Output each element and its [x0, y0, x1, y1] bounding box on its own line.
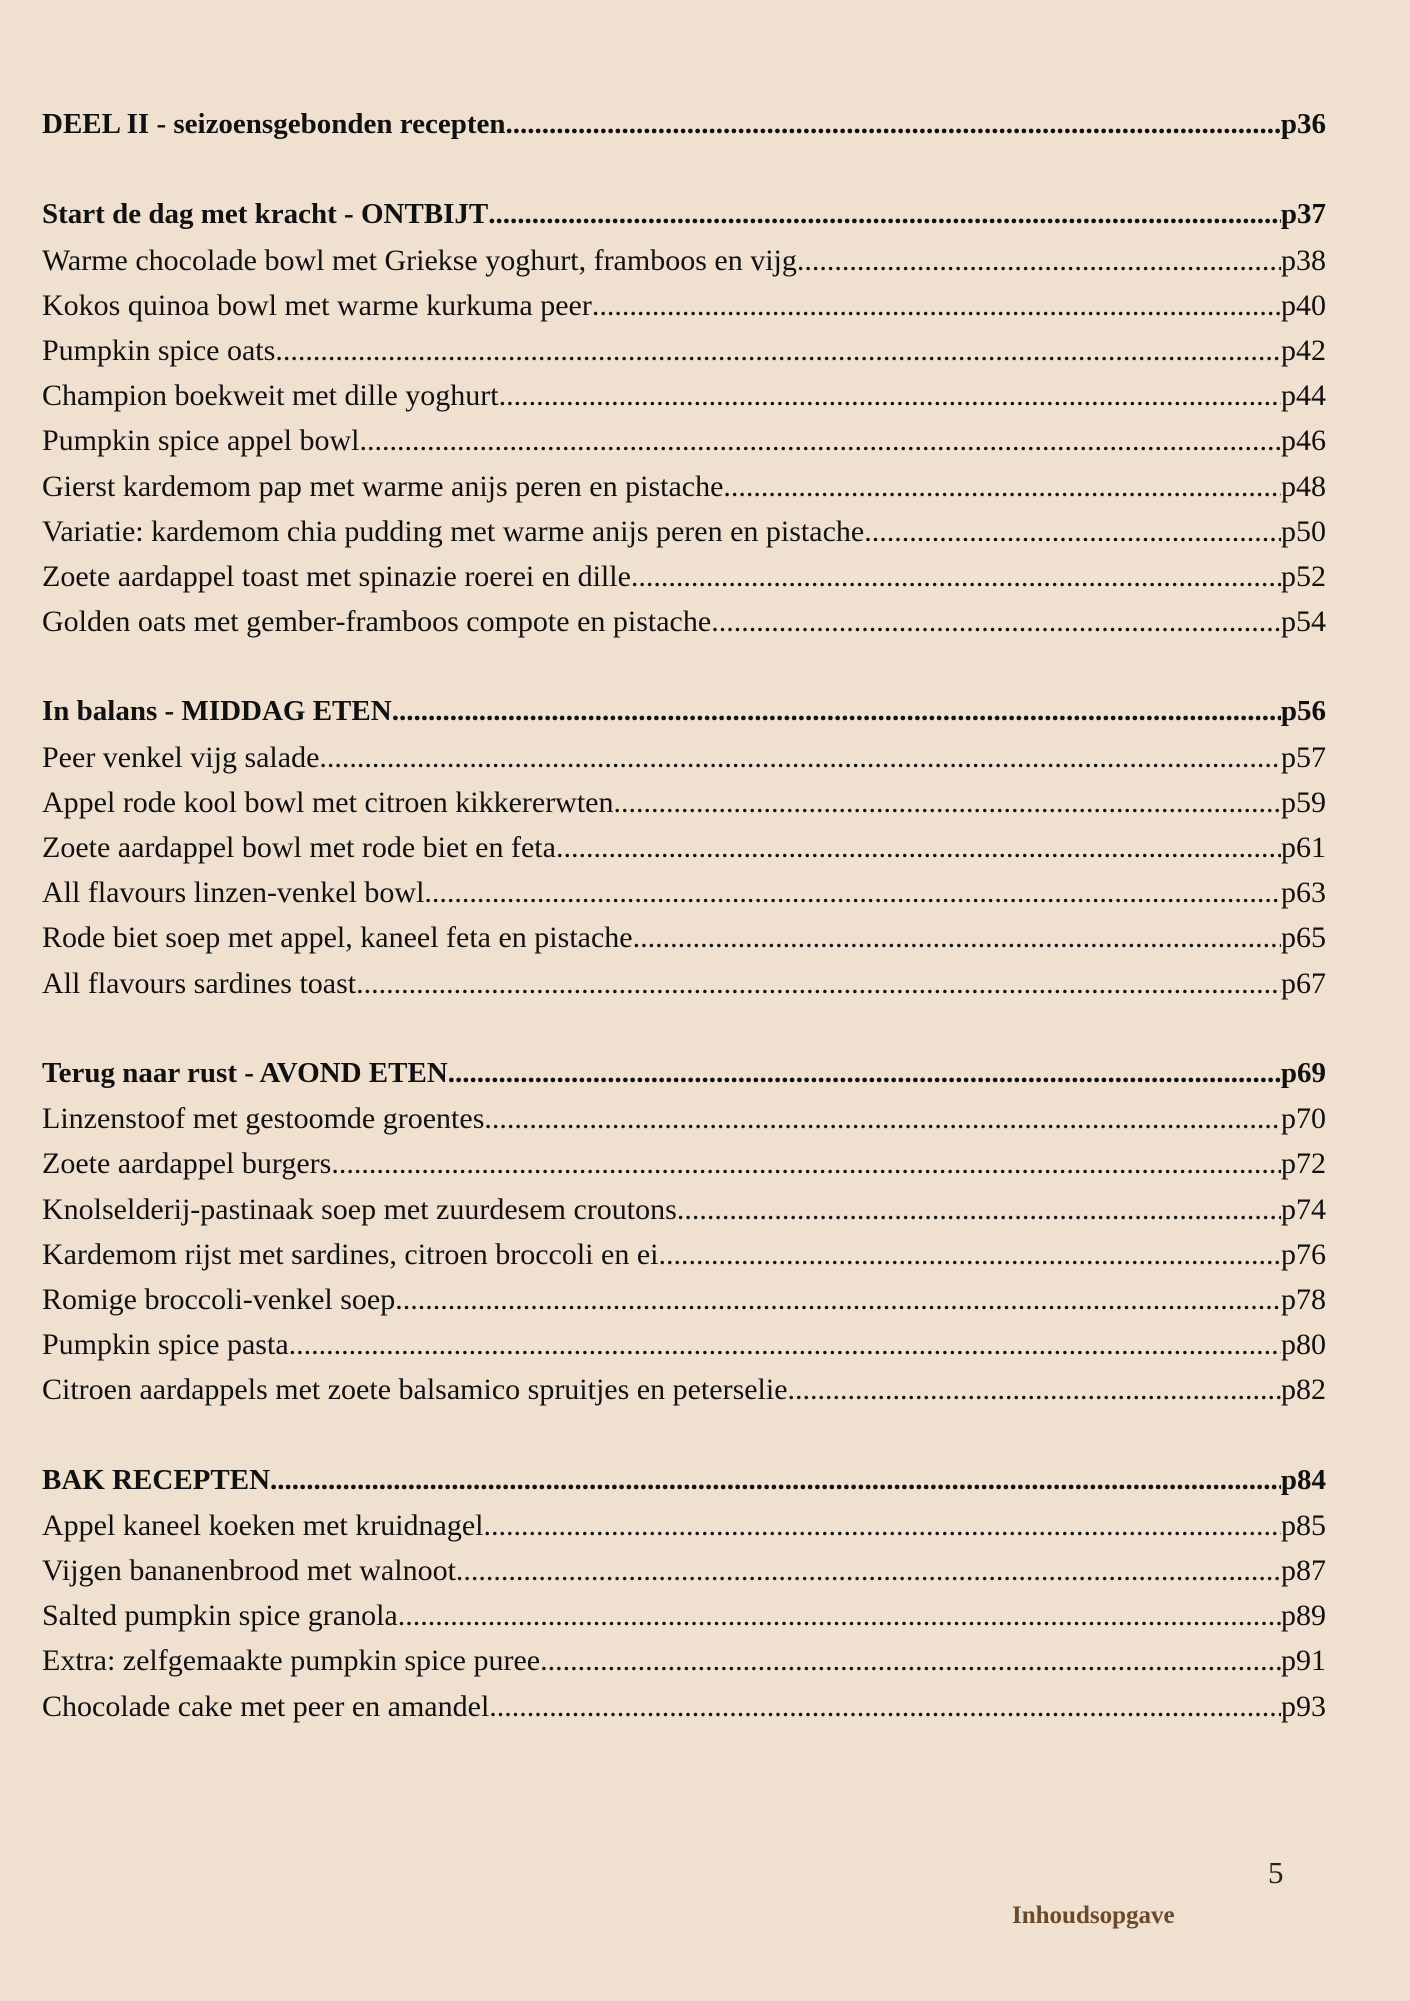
toc-page: p85	[1281, 1508, 1326, 1542]
toc-title: Rode biet soep met appel, kaneel feta en pistache	[42, 921, 633, 955]
toc-title: Zoete aardappel bowl met rode biet en feta	[42, 831, 556, 864]
toc-section-heading[interactable]	[42, 1051, 1326, 1096]
toc-page: p44	[1281, 379, 1326, 413]
dot-leader	[359, 418, 1281, 463]
toc-page: p40	[1281, 288, 1326, 322]
toc-page: p87	[1281, 1554, 1326, 1587]
dot-leader	[614, 780, 1282, 825]
toc-section-heading[interactable]	[42, 192, 1326, 237]
dot-leader	[289, 1322, 1281, 1367]
toc-entry[interactable]	[42, 1638, 1326, 1683]
dot-leader	[592, 283, 1281, 328]
toc-title: Start de dag met kracht - ONTBIJT	[42, 198, 489, 231]
toc-title: Chocolade cake met peer en amandel	[42, 1689, 490, 1723]
toc-title: Kardemom rijst met sardines, citroen broccoli en ei	[42, 1237, 659, 1271]
toc-entry[interactable]	[42, 1367, 1326, 1412]
toc-title: Variatie: kardemom chia pudding met warme anijs peren en pistache	[42, 514, 865, 548]
toc-title: Zoete aardappel toast met spinazie roerei en dille	[42, 559, 631, 593]
dot-leader	[392, 689, 1281, 734]
toc-entry[interactable]	[42, 1593, 1326, 1638]
toc-entry[interactable]	[42, 780, 1326, 825]
toc-page: p84	[1280, 1463, 1326, 1496]
toc-entry[interactable]	[42, 825, 1326, 870]
toc-page: p89	[1281, 1599, 1326, 1633]
page-number: 5	[1268, 1855, 1284, 1890]
toc-title: Gierst kardemom pap met warme anijs peren en pistache	[42, 469, 724, 503]
dot-leader	[395, 1277, 1281, 1322]
spacer	[42, 1412, 1326, 1457]
dot-leader	[398, 1593, 1281, 1638]
toc-page: p37	[1280, 198, 1326, 231]
toc-title: Peer venkel vijg salade	[42, 740, 320, 774]
dot-leader	[488, 192, 1281, 237]
toc-title: Pumpkin spice appel bowl	[42, 424, 360, 458]
toc-entry[interactable]	[42, 1141, 1326, 1186]
footer-label: Inhoudsopgave	[1012, 1902, 1175, 1929]
toc-entry[interactable]	[42, 1096, 1326, 1141]
toc-page: p46	[1281, 424, 1326, 458]
toc-entry[interactable]	[42, 599, 1326, 644]
toc-title: Pumpkin spice pasta	[42, 1328, 289, 1362]
toc-entry[interactable]	[42, 1232, 1326, 1277]
dot-leader	[505, 102, 1280, 147]
toc-entry[interactable]	[42, 1187, 1326, 1232]
toc-page: p50	[1281, 514, 1326, 548]
toc-entry[interactable]	[42, 1322, 1326, 1367]
toc-title: Kokos quinoa bowl met warme kurkuma peer	[42, 288, 592, 322]
toc-title: Knolselderij-pastinaak soep met zuurdesem croutons	[42, 1192, 677, 1226]
toc-title: In balans - MIDDAG ETEN	[42, 695, 392, 728]
toc-page: p36	[1280, 108, 1326, 140]
toc-title: Vijgen bananenbrood met walnoot	[42, 1554, 456, 1587]
toc-title: All flavours sardines toast	[42, 966, 357, 1000]
toc-title: BAK RECEPTEN	[42, 1463, 271, 1496]
toc-page: p78	[1281, 1282, 1326, 1316]
toc-page: p59	[1281, 785, 1326, 819]
dot-leader	[456, 1548, 1281, 1593]
toc-entry[interactable]	[42, 961, 1326, 1006]
dot-leader	[319, 735, 1281, 780]
dot-leader	[723, 464, 1281, 509]
toc-entry[interactable]	[42, 554, 1326, 599]
toc-page: p52	[1281, 559, 1326, 593]
toc-entry[interactable]	[42, 238, 1326, 283]
toc-entry[interactable]	[42, 1503, 1326, 1548]
toc-page: p69	[1280, 1056, 1326, 1089]
dot-leader	[788, 1367, 1281, 1412]
toc-page: p93	[1281, 1689, 1326, 1723]
toc-title: Warme chocolade bowl met Griekse yoghurt, framboos en vijg	[42, 243, 797, 277]
toc-title: Romige broccoli-venkel soep	[42, 1282, 396, 1316]
toc-page: p76	[1281, 1237, 1326, 1271]
toc-entry[interactable]	[42, 1277, 1326, 1322]
dot-leader	[658, 1232, 1281, 1277]
toc-entry[interactable]	[42, 1684, 1326, 1729]
toc-title: Appel rode kool bowl met citroen kikkererwten	[42, 785, 614, 819]
table-of-contents	[42, 102, 1326, 1729]
toc-entry[interactable]	[42, 735, 1326, 780]
dot-leader	[711, 599, 1281, 644]
toc-entry[interactable]	[42, 328, 1326, 373]
toc-section-heading[interactable]	[42, 1458, 1326, 1503]
dot-leader	[424, 870, 1281, 915]
toc-page: p74	[1281, 1192, 1326, 1226]
dot-leader	[499, 373, 1281, 418]
toc-title: All flavours linzen-venkel bowl	[42, 876, 425, 910]
toc-entry[interactable]	[42, 464, 1326, 509]
toc-entry[interactable]	[42, 283, 1326, 328]
dot-leader	[448, 1051, 1281, 1096]
toc-title: Champion boekweit met dille yoghurt	[42, 379, 499, 413]
toc-entry[interactable]	[42, 1548, 1326, 1593]
spacer	[42, 147, 1326, 192]
toc-entry[interactable]	[42, 418, 1326, 463]
dot-leader	[864, 509, 1281, 554]
toc-part-heading[interactable]	[42, 102, 1326, 147]
dot-leader	[489, 1684, 1281, 1729]
toc-page: p80	[1281, 1328, 1326, 1362]
toc-entry[interactable]	[42, 373, 1326, 418]
toc-title: DEEL II - seizoensgebonden recepten	[42, 108, 506, 140]
toc-entry[interactable]	[42, 870, 1326, 915]
toc-page: p42	[1281, 333, 1326, 367]
spacer	[42, 1006, 1326, 1051]
dot-leader	[484, 1096, 1281, 1141]
toc-entry[interactable]	[42, 509, 1326, 554]
toc-page: p91	[1281, 1644, 1326, 1678]
toc-title: Appel kaneel koeken met kruidnagel	[42, 1508, 484, 1542]
toc-title: Citroen aardappels met zoete balsamico spruitjes en peterselie	[42, 1373, 788, 1407]
toc-page: p67	[1281, 966, 1326, 1000]
toc-title: Golden oats met gember-framboos compote en pistache	[42, 605, 712, 639]
dot-leader	[484, 1503, 1281, 1548]
dot-leader	[633, 915, 1281, 960]
toc-title: Terug naar rust - AVOND ETEN	[42, 1056, 448, 1089]
dot-leader	[797, 238, 1281, 283]
toc-page: p65	[1281, 921, 1326, 955]
toc-section-heading[interactable]	[42, 689, 1326, 734]
dot-leader	[540, 1638, 1281, 1683]
toc-page: p54	[1281, 605, 1326, 639]
toc-title: Linzenstoof met gestoomde groentes	[42, 1102, 485, 1136]
toc-title: Extra: zelfgemaakte pumpkin spice puree	[42, 1644, 541, 1678]
toc-page: p72	[1281, 1147, 1326, 1181]
toc-page: p56	[1280, 695, 1326, 728]
toc-page: p63	[1281, 876, 1326, 910]
toc-title: Zoete aardappel burgers	[42, 1147, 332, 1181]
toc-page: p57	[1281, 740, 1326, 774]
dot-leader	[270, 1458, 1281, 1503]
toc-entry[interactable]	[42, 915, 1326, 960]
dot-leader	[331, 1141, 1281, 1186]
dot-leader	[275, 328, 1281, 373]
toc-title: Salted pumpkin spice granola	[42, 1599, 398, 1633]
toc-page: p70	[1281, 1102, 1326, 1136]
toc-page: p38	[1281, 243, 1326, 277]
toc-page: p48	[1281, 469, 1326, 503]
toc-title: Pumpkin spice oats	[42, 333, 276, 367]
dot-leader	[677, 1187, 1281, 1232]
toc-page: p61	[1281, 831, 1326, 864]
dot-leader	[556, 825, 1281, 870]
dot-leader	[356, 961, 1281, 1006]
spacer	[42, 644, 1326, 689]
dot-leader	[631, 554, 1281, 599]
toc-page: p82	[1281, 1373, 1326, 1407]
